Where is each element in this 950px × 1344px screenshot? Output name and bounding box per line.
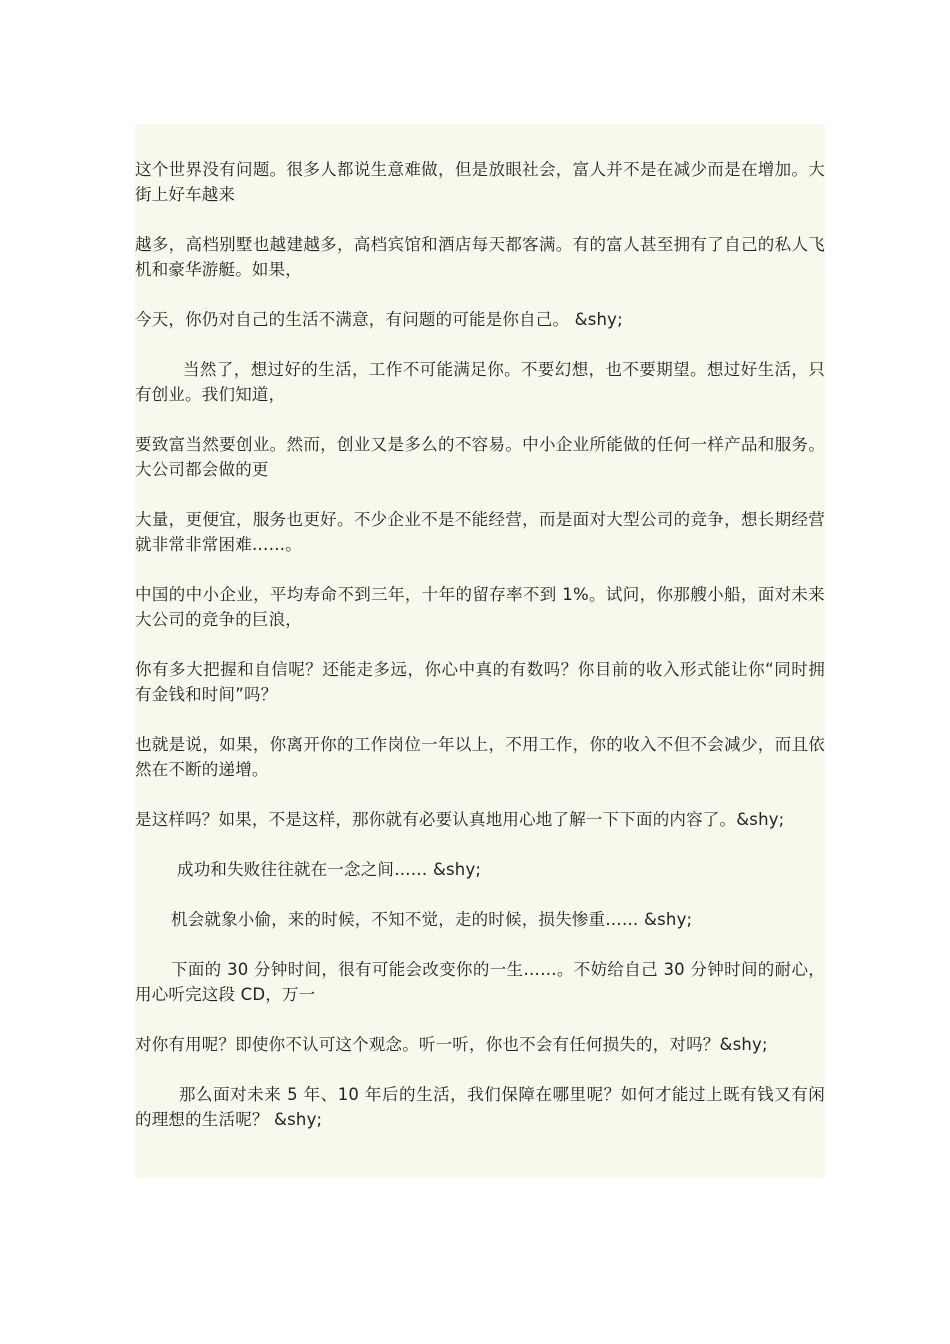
paragraph-8: 你有多大把握和自信呢？还能走多远，你心中真的有数吗？你目前的收入形式能让你“同时拥有金钱和时间”吗？ (135, 660, 825, 704)
paragraph-9: 也就是说，如果，你离开你的工作岗位一年以上，不用工作，你的收入不但不会减少，而且依然在不断的递增。 (135, 735, 825, 779)
paragraph-6: 大量，更便宜，服务也更好。不少企业不是不能经营，而是面对大型公司的竞争，想长期经营就非常非常困难……。 (135, 510, 825, 554)
paragraph-13: 下面的 30 分钟时间，很有可能会改变你的一生……。不妨给自己 30 分钟时间的耐心，用心听完这段 CD，万一 (135, 960, 825, 1004)
paragraph-3: 今天，你仍对自己的生活不满意，有问题的可能是你自己。 &shy; (135, 310, 623, 329)
paragraph-7: 中国的中小企业，平均寿命不到三年，十年的留存率不到 1%。试问，你那艘小船，面对未来大公司的竞争的巨浪， (135, 585, 825, 629)
paragraph-14: 对你有用呢？即使你不认可这个观念。听一听，你也不会有任何损失的，对吗？&shy; (135, 1035, 768, 1054)
document-body (135, 124, 825, 1178)
paragraph-4: 当然了，想过好的生活，工作不可能满足你。不要幻想，也不要期望。想过好生活，只有创业。我们知道， (135, 360, 825, 404)
paragraph-11: 成功和失败往往就在一念之间…… &shy; (177, 860, 482, 879)
paragraph-12: 机会就象小偷，来的时候，不知不觉，走的时候，损失惨重…… &shy; (171, 910, 693, 929)
paragraph-5: 要致富当然要创业。然而，创业又是多么的不容易。中小企业所能做的任何一样产品和服务。大公司都会做的更 (135, 435, 825, 479)
paragraph-1: 这个世界没有问题。很多人都说生意难做，但是放眼社会，富人并不是在减少而是在增加。大街上好车越来 (135, 160, 825, 204)
paragraph-15: 那么面对未来 5 年、10 年后的生活，我们保障在哪里呢？如何才能过上既有钱又有闲的理想的生活呢？ &shy; (135, 1085, 825, 1129)
paragraph-10: 是这样吗？如果，不是这样，那你就有必要认真地用心地了解一下下面的内容了。&shy; (135, 810, 785, 829)
paragraph-2: 越多，高档别墅也越建越多，高档宾馆和酒店每天都客满。有的富人甚至拥有了自己的私人飞机和豪华游艇。如果， (135, 235, 825, 279)
